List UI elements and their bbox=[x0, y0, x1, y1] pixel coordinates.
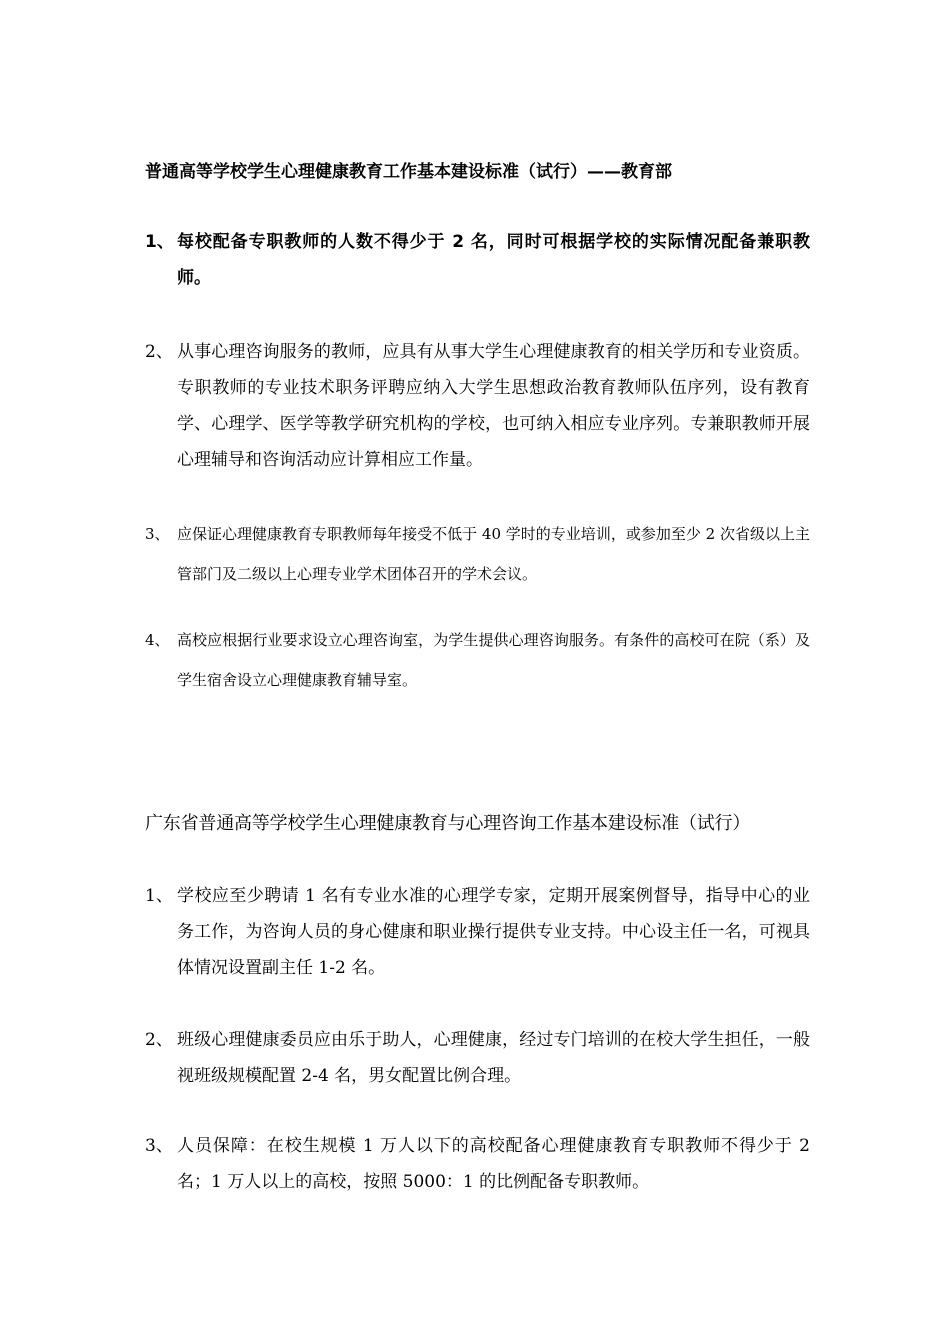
item-text: 高校应根据行业要求设立心理咨询室，为学生提供心理咨询服务。有条件的高校可在院（系）及学生宿舍设立心理健康教育辅导室。 bbox=[177, 631, 810, 689]
item-number: 1、 bbox=[145, 232, 174, 252]
list-item bbox=[145, 1128, 810, 1200]
item-text: 人员保障：在校生规模 1 万人以下的高校配备心理健康教育专职教师不得少于 2 名；1 万人以上的高校，按照 5000：1 的比例配备专职教师。 bbox=[177, 1136, 810, 1192]
item-number: 1、 bbox=[145, 886, 173, 906]
list-item bbox=[145, 620, 810, 700]
item-text: 从事心理咨询服务的教师，应具有从事大学生心理健康教育的相关学历和专业资质。专职教师的专业技术职务评聘应纳入大学生思想政治教育教师队伍序列，设有教育学、心理学、医学等教学研究机构的学校，也可纳入相应专业序列。专兼职教师开展心理辅导和咨询活动应计算相应工作量。 bbox=[177, 342, 810, 470]
list-item bbox=[145, 878, 810, 986]
item-text: 班级心理健康委员应由乐于助人，心理健康，经过专门培训的在校大学生担任，一般视班级规模配置 2-4 名，男女配置比例合理。 bbox=[177, 1030, 810, 1086]
list-item bbox=[145, 514, 810, 594]
item-text: 每校配备专职教师的人数不得少于 2 名，同时可根据学校的实际情况配备兼职教师。 bbox=[177, 232, 810, 288]
section-title-moe: 普通高等学校学生心理健康教育工作基本建设标准（试行）——教育部 bbox=[145, 162, 672, 182]
list-item bbox=[145, 334, 810, 478]
item-text: 应保证心理健康教育专职教师每年接受不低于 40 学时的专业培训，或参加至少 2 次省级以上主管部门及二级以上心理专业学术团体召开的学术会议。 bbox=[177, 525, 810, 583]
list-item bbox=[145, 1022, 810, 1094]
item-text: 学校应至少聘请 1 名有专业水准的心理学专家，定期开展案例督导，指导中心的业务工作，为咨询人员的身心健康和职业操行提供专业支持。中心设主任一名，可视具体情况设置副主任 1-2 名。 bbox=[177, 886, 810, 978]
section-title-guangdong: 广东省普通高等学校学生心理健康教育与心理咨询工作基本建设标准（试行） bbox=[145, 813, 751, 834]
item-number: 4、 bbox=[145, 631, 170, 649]
item-number: 3、 bbox=[145, 1136, 173, 1156]
list-item bbox=[145, 224, 810, 296]
item-number: 2、 bbox=[145, 342, 173, 362]
item-number: 3、 bbox=[145, 525, 170, 543]
item-number: 2、 bbox=[145, 1030, 173, 1050]
